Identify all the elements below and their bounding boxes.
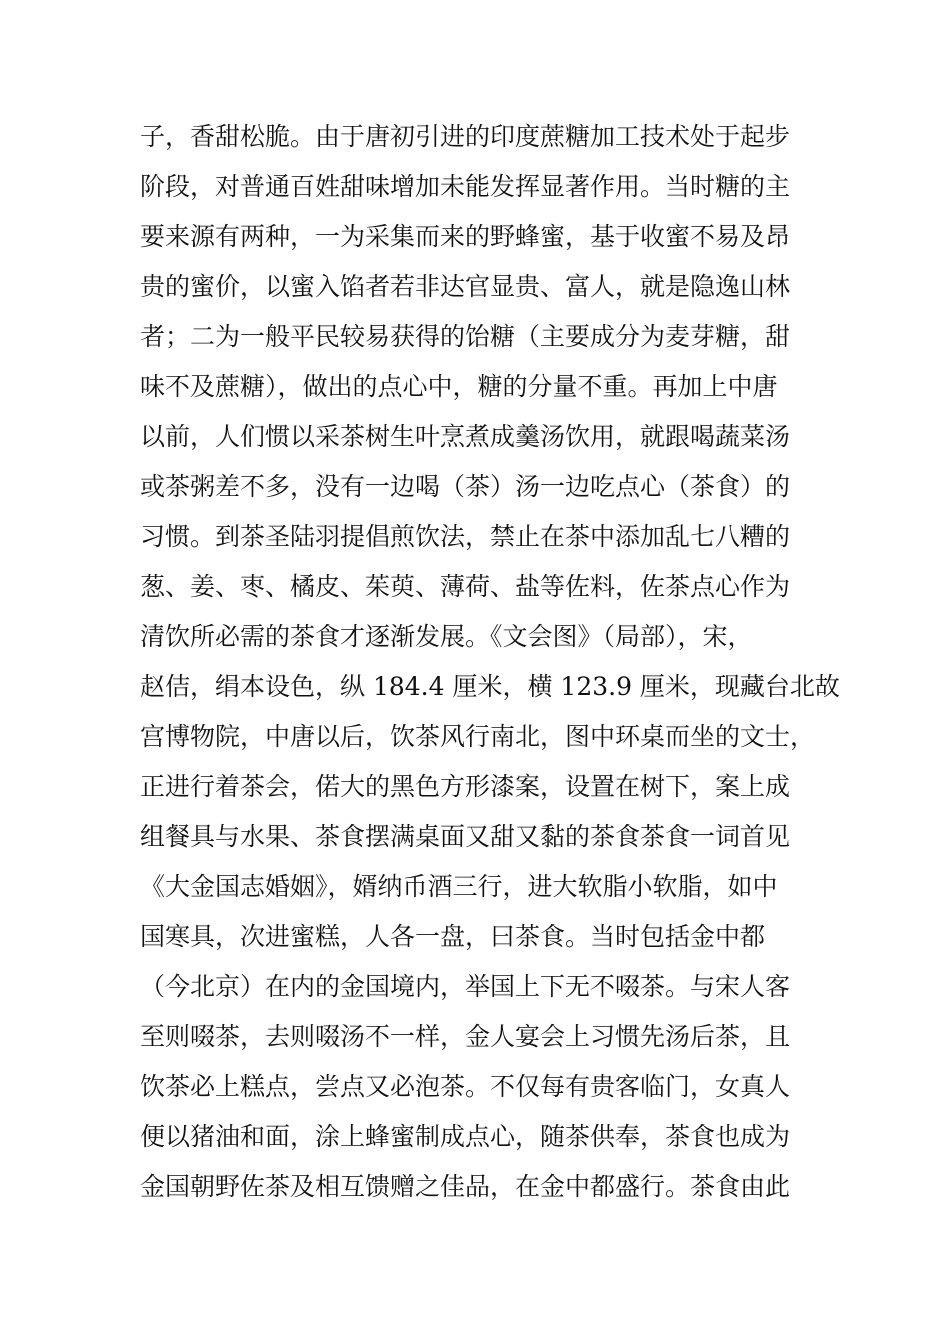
text-line: 味不及蔗糖），做出的点心中，糖的分量不重。再加上中唐: [140, 372, 778, 401]
text-line: 赵佶，绢本设色，纵 184.4 厘米，横 123.9 厘米，现藏台北故: [140, 672, 840, 701]
text-line: 子，香甜松脆。由于唐初引进的印度蔗糖加工技术处于起步: [140, 122, 791, 151]
text-line: 贵的蜜价，以蜜入馅者若非达官显贵、富人，就是隐逸山林: [140, 272, 791, 301]
text-line: 金国朝野佐茶及相互馈赠之佳品，在金中都盛行。茶食由此: [140, 1172, 791, 1201]
text-line: 正进行着茶会，偌大的黑色方形漆案，设置在树下，案上成: [140, 772, 791, 801]
body-text: [140, 112, 840, 1212]
text-line: 以前，人们惯以采茶树生叶烹煮成羹汤饮用，就跟喝蔬菜汤: [140, 422, 791, 451]
text-line: （今北京）在内的金国境内，举国上下无不啜茶。与宋人客: [140, 972, 791, 1001]
text-line: 葱、姜、枣、橘皮、茱萸、薄荷、盐等佐料，佐茶点心作为: [140, 572, 791, 601]
text-line: 组餐具与水果、茶食摆满桌面又甜又黏的茶食茶食一词首见: [140, 822, 791, 851]
text-line: 要来源有两种，一为采集而来的野蜂蜜，基于收蜜不易及昂: [140, 222, 791, 251]
text-line: 便以猪油和面，涂上蜂蜜制成点心，随茶供奉，茶食也成为: [140, 1122, 791, 1151]
text-line: 或茶粥差不多，没有一边喝（茶）汤一边吃点心（茶食）的: [140, 472, 791, 501]
text-line: 饮茶必上糕点，尝点又必泡茶。不仅每有贵客临门，女真人: [140, 1072, 791, 1101]
text-line: 者；二为一般平民较易获得的饴糖（主要成分为麦芽糖，甜: [140, 322, 791, 351]
text-line: 国寒具，次进蜜糕，人各一盘，曰茶食。当时包括金中都: [140, 922, 766, 951]
text-line: 至则啜茶，去则啜汤不一样，金人宴会上习惯先汤后茶，且: [140, 1022, 791, 1051]
text-line: 清饮所必需的茶食才逐渐发展。《文会图》（局部），宋，: [140, 622, 753, 651]
text-line: 习惯。到茶圣陆羽提倡煎饮法，禁止在茶中添加乱七八糟的: [140, 522, 791, 551]
text-line: 《大金国志婚姻》，婿纳币酒三行，进大软脂小软脂，如中: [140, 872, 778, 901]
text-line: 阶段，对普通百姓甜味增加未能发挥显著作用。当时糖的主: [140, 172, 791, 201]
text-line: 宫博物院，中唐以后，饮茶风行南北，图中环桌而坐的文士，: [140, 722, 816, 751]
